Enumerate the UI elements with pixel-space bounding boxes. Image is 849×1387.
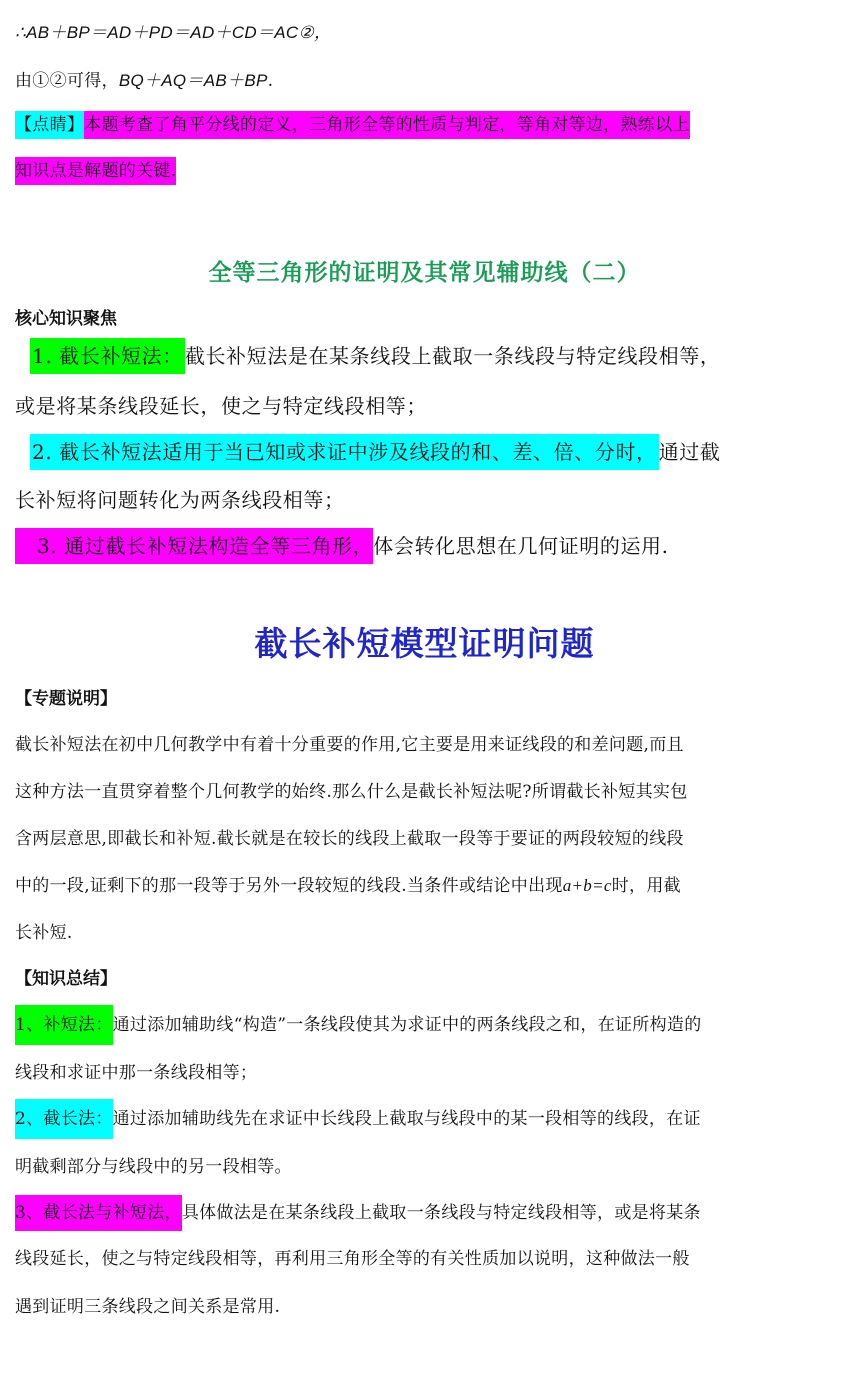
- point-2-highlight: 2. 截长补短法适用于当已知或求证中涉及线段的和、差、倍、分时，: [30, 434, 659, 470]
- note-text-2: 知识点是解题的关键.: [15, 157, 176, 185]
- section1-title: 全等三角形的证明及其常见辅助线（二）: [208, 259, 641, 286]
- proof-line-2: [15, 66, 834, 91]
- summary-item-3-text: 具体做法是在某条线段上截取一条线段与特定线段相等，或是将某条: [181, 1203, 701, 1223]
- summary-item-2-line-2: 明截剩部分与线段中的另一段相等。: [15, 1157, 292, 1177]
- topic-label: 【专题说明】: [15, 689, 117, 709]
- conclusion-equation: BQ＋AQ＝AB＋BP: [118, 71, 268, 90]
- topic-para-line-2: 这种方法一直贯穿着整个几何教学的始终.那么什么是截长补短法呢?所谓截长补短其实包: [15, 782, 688, 802]
- summary-item-3-line-2: 线段延长，使之与特定线段相等，再利用三角形全等的有关性质加以说明，这种做法一般: [15, 1249, 690, 1269]
- point-2-text: 通过截: [658, 440, 721, 464]
- point-1-line-1: [30, 340, 834, 369]
- summary-item-2-highlight: 2、截长法：: [15, 1099, 113, 1139]
- conclusion-period: .: [267, 71, 274, 91]
- topic-para-tail: 时，用截: [611, 876, 681, 896]
- summary-item-1-text: 通过添加辅助线“构造”一条线段使其为求证中的两条线段之和，在证所构造的: [112, 1015, 702, 1035]
- topic-para-line-1: 截长补短法在初中几何教学中有着十分重要的作用,它主要是用来证线段的和差问题,而且: [15, 735, 684, 755]
- point-2-line-2: 长补短将问题转化为两条线段相等；: [15, 488, 345, 512]
- summary-item-3-highlight: 3、截长法与补短法，: [15, 1195, 182, 1231]
- summary-item-1-highlight: 1、补短法：: [15, 1005, 113, 1045]
- proof-equation: ∴AB＋BP＝AD＋PD＝AD＋CD＝AC②，: [15, 23, 332, 42]
- topic-para-line-3: 含两层意思,即截长和补短.截长就是在较长的线段上截取一段等于要证的两段较短的线段: [15, 829, 684, 849]
- point-3-highlight: 3. 通过截长补短法构造全等三角形，: [15, 528, 373, 564]
- summary-item-1-line-2: 线段和求证中那一条线段相等；: [15, 1063, 258, 1083]
- note-line-1: [15, 110, 834, 135]
- note-text-1: 本题考查了角平分线的定义，三角形全等的性质与判定，等角对等边，熟练以上: [84, 111, 690, 139]
- point-3-text: 体会转化思想在几何证明的运用.: [373, 534, 669, 558]
- summary-item-2-line-1: [15, 1104, 834, 1129]
- note-line-2: [15, 156, 834, 181]
- point-3-line: [15, 530, 834, 559]
- proof-line-1: [15, 18, 834, 43]
- conclusion-lead: 由①②可得，: [15, 71, 119, 91]
- summary-item-3-line-1: [15, 1198, 834, 1223]
- point-1-line-2: 或是将某条线段延长，使之与特定线段相等；: [15, 394, 427, 418]
- topic-para-formula: a+b=c: [562, 876, 612, 895]
- note-tag: 【点睛】: [15, 111, 84, 139]
- section2-title: 截长补短模型证明问题: [254, 624, 595, 663]
- section1-subtitle: 核心知识聚焦: [15, 309, 117, 329]
- point-2-line-1: [30, 436, 834, 465]
- summary-item-3-line-3: 遇到证明三条线段之间关系是常用.: [15, 1297, 281, 1317]
- summary-item-1-line-1: [15, 1010, 834, 1035]
- summary-label: 【知识总结】: [15, 969, 117, 989]
- topic-para-line-4: [15, 871, 834, 896]
- point-1-text: 截长补短法是在某条线段上截取一条线段与特定线段相等，: [184, 344, 721, 368]
- summary-item-2-text: 通过添加辅助线先在求证中长线段上截取与线段中的某一段相等的线段，在证: [112, 1109, 701, 1129]
- point-1-highlight: 1. 截长补短法：: [30, 338, 185, 374]
- topic-para-line-5: 长补短.: [15, 923, 73, 943]
- topic-para-text: 中的一段,证剩下的那一段等于另外一段较短的线段.当条件或结论中出现: [15, 876, 563, 896]
